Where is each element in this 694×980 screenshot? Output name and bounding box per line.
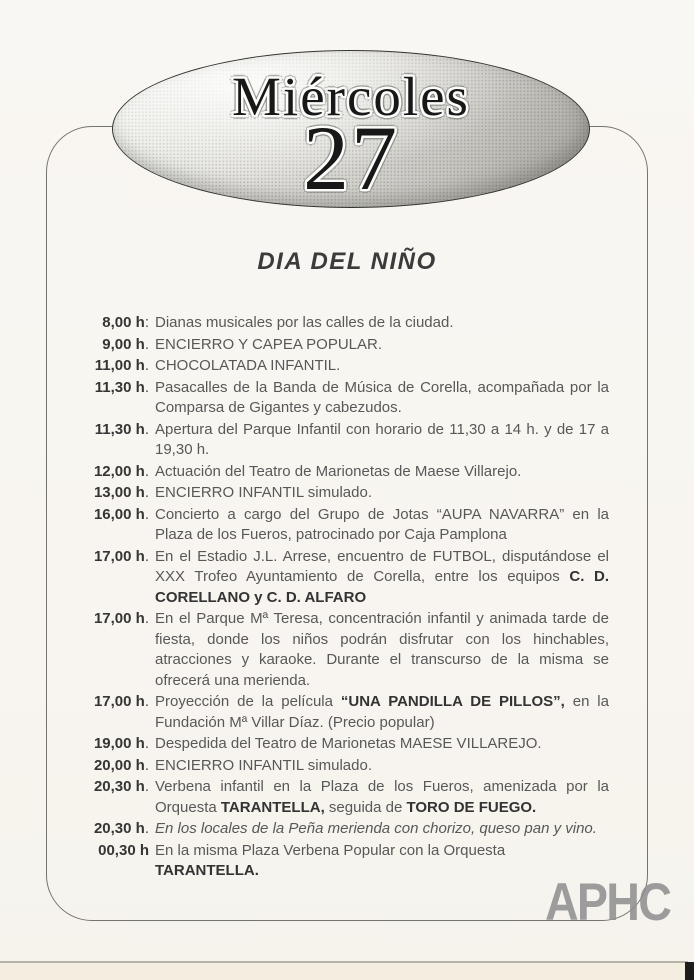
event-description: Verbena infantil en la Plaza de los Fueros, amenizada por la Orquesta TARANTELLA, seguida de TORO DE FUEGO. bbox=[155, 778, 609, 816]
schedule-row bbox=[91, 378, 609, 419]
schedule-row bbox=[91, 356, 609, 377]
event-time: 00,30 h bbox=[98, 841, 149, 859]
schedule-row bbox=[91, 819, 609, 840]
event-description: ENCIERRO Y CAPEA POPULAR. bbox=[155, 335, 383, 353]
schedule-row bbox=[91, 692, 609, 733]
scan-bottom-strip bbox=[0, 963, 694, 980]
scan-bottom-edge-line bbox=[0, 961, 688, 963]
event-time: 8,00 h: bbox=[102, 314, 149, 331]
event-description: ENCIERRO INFANTIL simulado. bbox=[155, 756, 372, 774]
event-time: 20,30 h. bbox=[93, 778, 149, 795]
schedule-row bbox=[91, 313, 609, 334]
event-time: 11,00 h. bbox=[94, 357, 149, 374]
day-name: Miércoles bbox=[232, 66, 470, 127]
schedule-row bbox=[91, 609, 609, 691]
event-description: En el Estadio J.L. Arrese, encuentro de FUTBOL, disputándose el XXX Trofeo Ayuntamiento de Corella, entre los equipos C. D. CORELLANO y C. D. ALFARO bbox=[155, 547, 610, 606]
event-time: 13,00 h. bbox=[93, 484, 149, 501]
event-time: 11,30 h. bbox=[94, 378, 149, 396]
event-time: 9,00 h. bbox=[102, 335, 149, 353]
event-time: 11,30 h. bbox=[94, 420, 149, 438]
event-time: 16,00 h. bbox=[93, 505, 149, 523]
event-description: Despedida del Teatro de Marionetas MAESE VILLAREJO. bbox=[155, 735, 542, 752]
schedule-row bbox=[91, 483, 609, 504]
schedule-row bbox=[91, 462, 609, 483]
event-description: En los locales de la Peña merienda con chorizo, queso pan y vino. bbox=[155, 820, 597, 837]
schedule-row bbox=[91, 547, 609, 609]
schedule-row bbox=[91, 505, 609, 546]
event-time: 12,00 h. bbox=[93, 462, 149, 480]
event-time: 20,00 h. bbox=[93, 756, 149, 774]
program-frame bbox=[46, 126, 648, 921]
event-description: Proyección de la película “UNA PANDILLA DE PILLOS”, en la Fundación Mª Villar Díaz. (Precio popular) bbox=[155, 693, 609, 731]
schedule-row bbox=[91, 734, 609, 755]
event-description: En el Parque Mª Teresa, concentración infantil y animada tarde de fiesta, donde los niños podrán disfrutar con los hinchables, atracciones y karaoke. Durante el transcurso de la misma se ofrecerá una merienda. bbox=[155, 610, 609, 689]
event-description: ENCIERRO INFANTIL simulado. bbox=[155, 484, 372, 501]
schedule-row bbox=[91, 335, 609, 356]
schedule-row bbox=[91, 841, 609, 882]
event-description: Apertura del Parque Infantil con horario de 11,30 a 14 h. y de 17 a 19,30 h. bbox=[155, 420, 609, 458]
event-time: 20,30 h. bbox=[93, 820, 149, 837]
page-title: DIA DEL NIÑO bbox=[257, 248, 437, 275]
event-time: 17,00 h. bbox=[93, 547, 149, 565]
event-description: Pasacalles de la Banda de Música de Corella, acompañada por la Comparsa de Gigantes y cabezudos. bbox=[155, 378, 609, 416]
event-description: CHOCOLATADA INFANTIL. bbox=[155, 357, 341, 374]
day-number: 27 bbox=[303, 107, 399, 209]
schedule-row bbox=[91, 777, 609, 818]
schedule-row bbox=[91, 756, 609, 777]
event-time: 19,00 h. bbox=[93, 735, 149, 752]
archive-watermark: APHC bbox=[545, 873, 671, 932]
day-badge bbox=[112, 50, 590, 208]
scan-corner-mark bbox=[685, 962, 694, 980]
event-time: 17,00 h. bbox=[93, 693, 149, 710]
schedule-list bbox=[91, 313, 609, 883]
event-description: Concierto a cargo del Grupo de Jotas “AUPA NAVARRA” en la Plaza de los Fueros, patrocinado por Caja Pamplona bbox=[155, 505, 609, 543]
event-description: Actuación del Teatro de Marionetas de Maese Villarejo. bbox=[155, 462, 522, 480]
event-time: 17,00 h. bbox=[93, 610, 149, 627]
event-description: En la misma Plaza Verbena Popular con la Orquesta TARANTELLA. bbox=[155, 841, 506, 879]
schedule-row bbox=[91, 420, 609, 461]
event-description: Dianas musicales por las calles de la ciudad. bbox=[155, 314, 454, 331]
